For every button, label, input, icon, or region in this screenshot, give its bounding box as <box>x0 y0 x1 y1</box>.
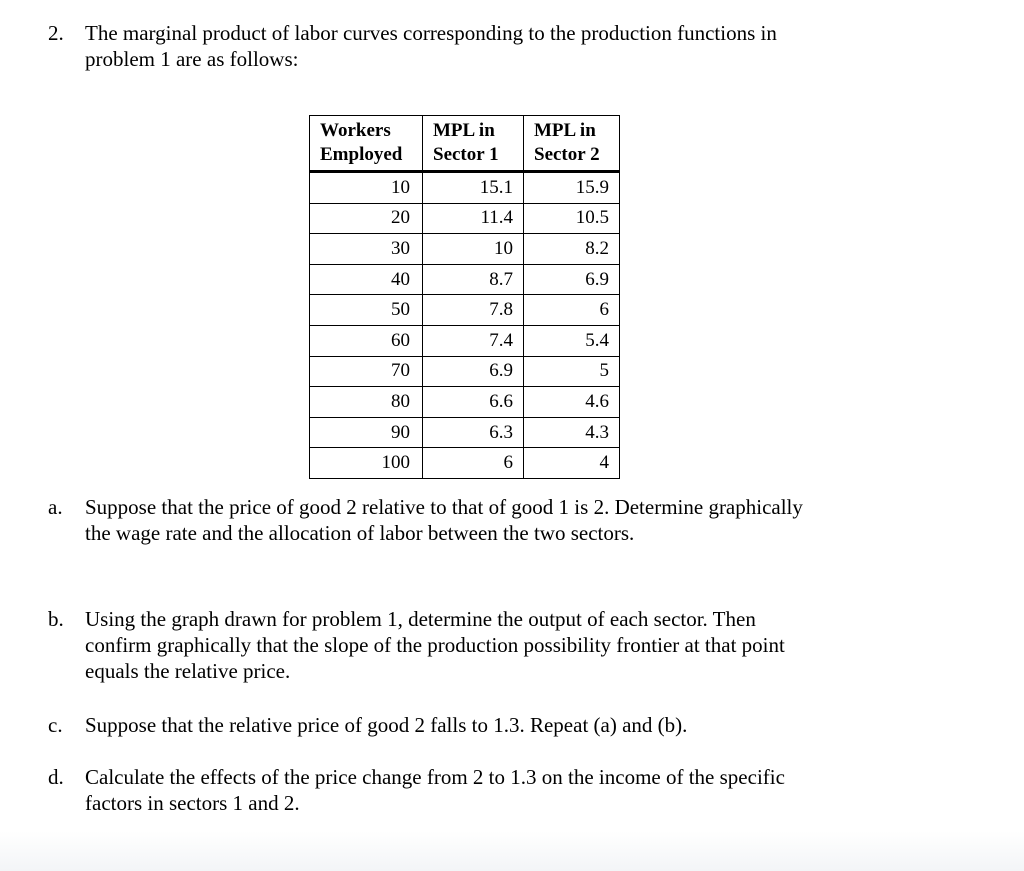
header-line: Employed <box>320 144 403 165</box>
table-row <box>310 264 620 295</box>
cell-workers: 10 <box>310 172 423 204</box>
part-text-line: Calculate the effects of the price change from 2 to 1.3 on the income of the specific <box>85 765 785 789</box>
cell-mpl-sector-2: 4 <box>524 448 620 479</box>
table-row <box>310 203 620 234</box>
part-text-line: confirm graphically that the slope of the production possibility frontier at that point <box>85 633 785 657</box>
part-text-line: Using the graph drawn for problem 1, determine the output of each sector. Then <box>85 607 756 631</box>
table-row <box>310 356 620 387</box>
table-row <box>310 295 620 326</box>
part-text-line: factors in sectors 1 and 2. <box>85 791 300 815</box>
cell-workers: 50 <box>310 295 423 326</box>
cell-mpl-sector-2: 4.3 <box>524 417 620 448</box>
question-text-line: problem 1 are as follows: <box>85 47 299 71</box>
header-workers-employed <box>310 116 423 172</box>
cell-mpl-sector-2: 6.9 <box>524 264 620 295</box>
header-line: Sector 1 <box>433 144 499 165</box>
cell-mpl-sector-2: 15.9 <box>524 172 620 204</box>
part-text-line: equals the relative price. <box>85 659 291 683</box>
cell-workers: 60 <box>310 325 423 356</box>
table-row <box>310 387 620 418</box>
table-row <box>310 448 620 479</box>
cell-mpl-sector-1: 7.4 <box>423 325 524 356</box>
table-row <box>310 234 620 265</box>
cell-workers: 30 <box>310 234 423 265</box>
header-line: MPL in <box>534 120 596 141</box>
part-marker: b. <box>48 607 64 631</box>
question-text <box>85 20 965 72</box>
cell-mpl-sector-2: 4.6 <box>524 387 620 418</box>
cell-mpl-sector-1: 6.3 <box>423 417 524 448</box>
cell-mpl-sector-1: 11.4 <box>423 203 524 234</box>
part-marker: c. <box>48 713 63 737</box>
cell-mpl-sector-1: 10 <box>423 234 524 265</box>
cell-mpl-sector-1: 6 <box>423 448 524 479</box>
cell-mpl-sector-1: 6.6 <box>423 387 524 418</box>
mpl-table <box>309 115 620 479</box>
table-row <box>310 172 620 204</box>
part-text <box>85 494 965 546</box>
bottom-fade <box>0 831 1024 871</box>
table-row <box>310 325 620 356</box>
cell-mpl-sector-2: 8.2 <box>524 234 620 265</box>
question-text-line: The marginal product of labor curves corresponding to the production functions in <box>85 21 777 45</box>
cell-mpl-sector-2: 5 <box>524 356 620 387</box>
part-text-line: Suppose that the relative price of good 2 falls to 1.3. Repeat (a) and (b). <box>85 713 688 737</box>
cell-workers: 40 <box>310 264 423 295</box>
part-text <box>85 712 965 738</box>
table-header-row <box>310 116 620 172</box>
header-mpl-sector-1 <box>423 116 524 172</box>
cell-mpl-sector-1: 15.1 <box>423 172 524 204</box>
cell-mpl-sector-2: 5.4 <box>524 325 620 356</box>
cell-mpl-sector-2: 6 <box>524 295 620 326</box>
cell-workers: 90 <box>310 417 423 448</box>
part-marker: a. <box>48 495 63 519</box>
cell-mpl-sector-1: 8.7 <box>423 264 524 295</box>
header-line: MPL in <box>433 120 495 141</box>
cell-mpl-sector-2: 10.5 <box>524 203 620 234</box>
table-row <box>310 417 620 448</box>
part-text-line: Suppose that the price of good 2 relative to that of good 1 is 2. Determine graphically <box>85 495 803 519</box>
cell-workers: 100 <box>310 448 423 479</box>
question-number: 2. <box>48 21 64 45</box>
part-text <box>85 606 965 684</box>
header-line: Workers <box>320 120 391 141</box>
header-line: Sector 2 <box>534 144 600 165</box>
part-text-line: the wage rate and the allocation of labor between the two sectors. <box>85 521 635 545</box>
header-mpl-sector-2 <box>524 116 620 172</box>
cell-workers: 20 <box>310 203 423 234</box>
cell-mpl-sector-1: 7.8 <box>423 295 524 326</box>
part-text <box>85 764 965 816</box>
cell-workers: 80 <box>310 387 423 418</box>
cell-workers: 70 <box>310 356 423 387</box>
part-marker: d. <box>48 765 64 789</box>
cell-mpl-sector-1: 6.9 <box>423 356 524 387</box>
